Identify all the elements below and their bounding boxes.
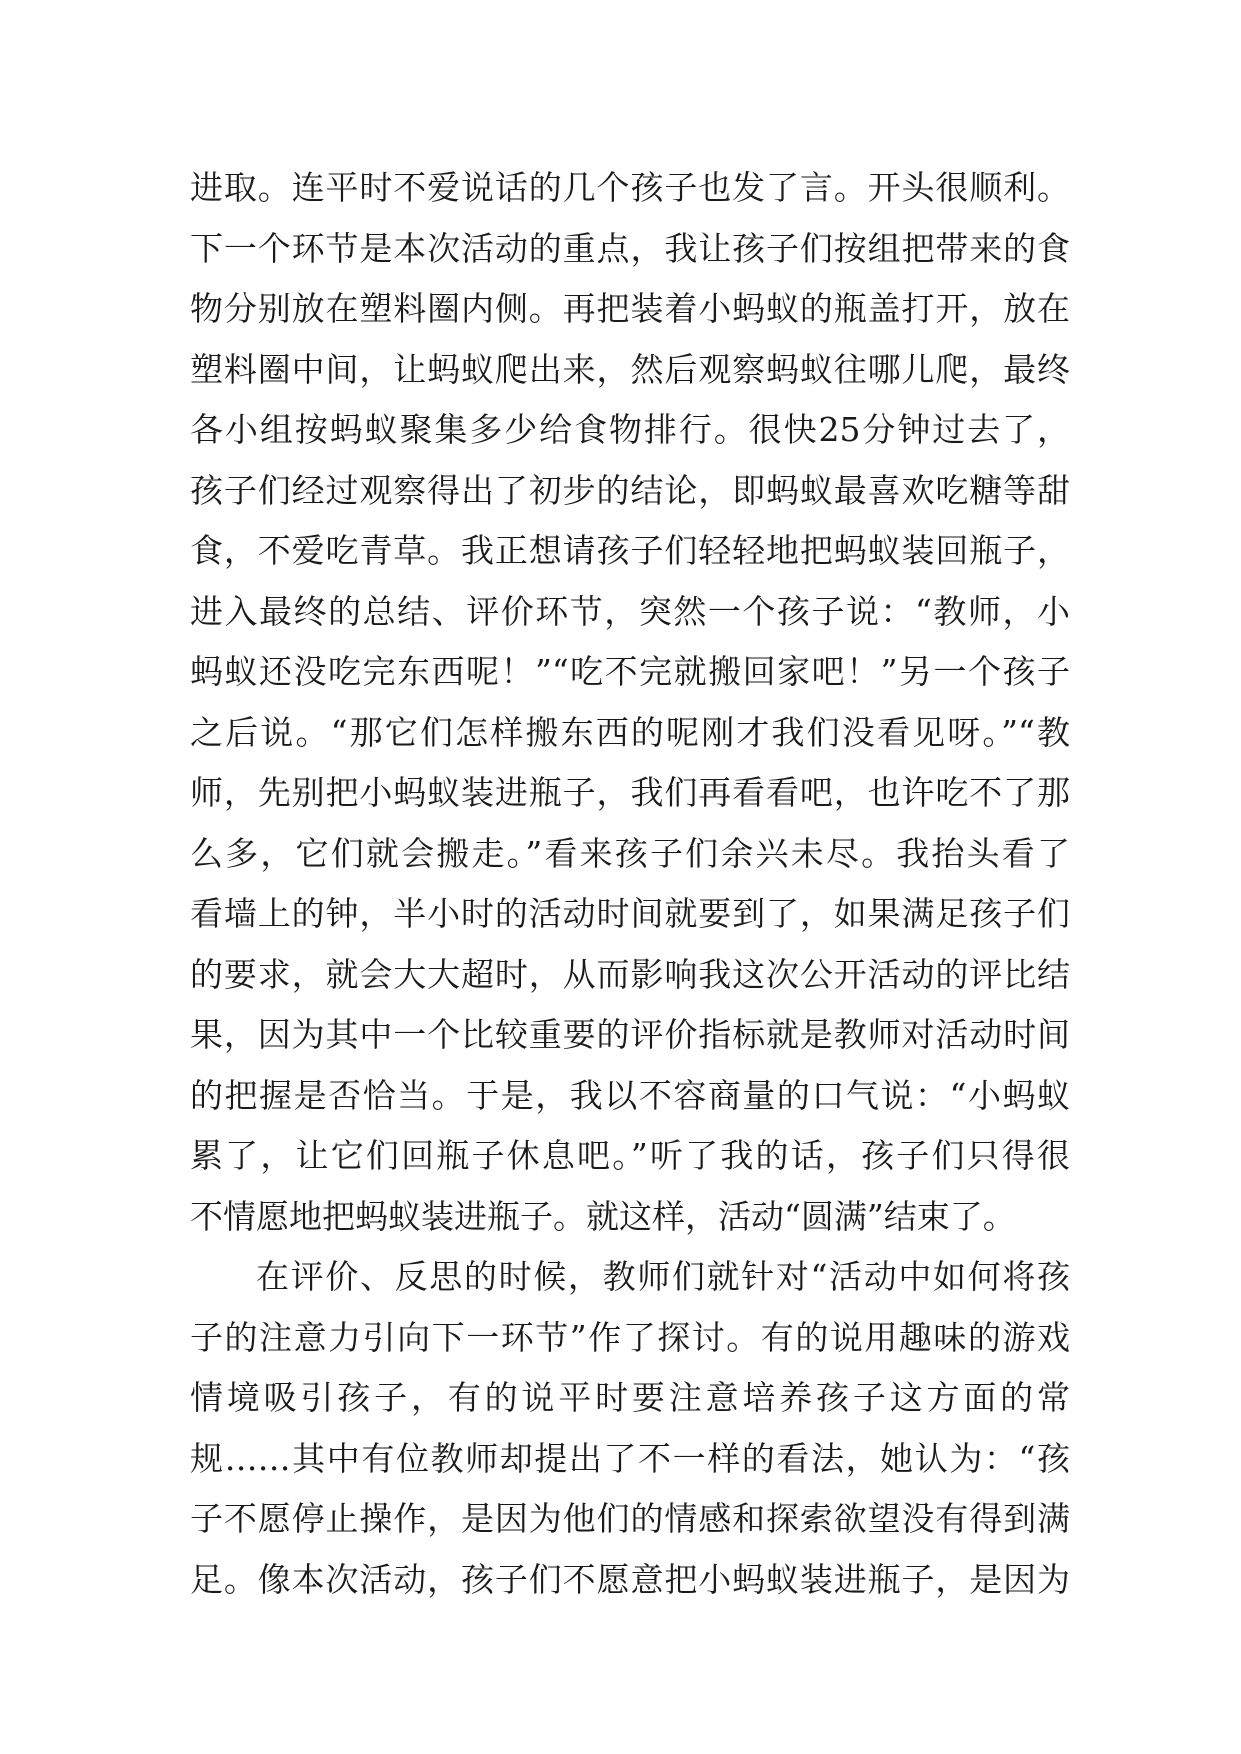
text-line: 的要求，就会大大超时，从而影响我这次公开活动的评比结 (190, 954, 1070, 994)
text-line: 子不愿停止操作，是因为他们的情感和探索欲望没有得到满 (190, 1499, 1070, 1538)
text-line: 之后说。“那它们怎样搬东西的呢刚才我们没看见呀。”“教 (190, 712, 1070, 752)
text-line: 足。像本次活动，孩子们不愿意把小蚂蚁装进瓶子，是因为 (190, 1559, 1070, 1599)
text-line: 么多，它们就会搬走。”看来孩子们余兴未尽。我抬头看了 (190, 833, 1070, 873)
text-line: 各小组按蚂蚁聚集多少给食物排行。很快25分钟过去了， (190, 410, 1070, 449)
text-line: 进取。连平时不爱说话的几个孩子也发了言。开头很顺利。 (190, 168, 1070, 207)
text-line: 孩子们经过观察得出了初步的结论，即蚂蚁最喜欢吃糖等甜 (190, 470, 1070, 510)
text-line: 看墙上的钟，半小时的活动时间就要到了，如果满足孩子们 (190, 894, 1070, 933)
text-line: 塑料圈中间，让蚂蚁爬出来，然后观察蚂蚁往哪儿爬，最终 (190, 349, 1070, 389)
text-line: 不情愿地把蚂蚁装进瓶子。就这样，活动“圆满”结束了。 (190, 1196, 1016, 1236)
text-line: 规……其中有位教师却提出了不一样的看法，她认为：“孩 (190, 1438, 1070, 1478)
text-line: 进入最终的总结、评价环节，突然一个孩子说：“教师，小 (190, 591, 1070, 631)
text-line: 师，先别把小蚂蚁装进瓶子，我们再看看吧，也许吃不了那 (190, 773, 1070, 812)
text-line: 情境吸引孩子，有的说平时要注意培养孩子这方面的常 (190, 1378, 1070, 1417)
body-text (190, 158, 1070, 1610)
text-line: 累了，让它们回瓶子休息吧。”听了我的话，孩子们只得很 (190, 1136, 1070, 1175)
text-line: 物分别放在塑料圈内侧。再把装着小蚂蚁的瓶盖打开，放在 (190, 289, 1070, 328)
text-line: 果，因为其中一个比较重要的评价指标就是教师对活动时间 (190, 1015, 1070, 1054)
text-line: 下一个环节是本次活动的重点，我让孩子们按组把带来的食 (190, 228, 1070, 268)
text-line: 子的注意力引向下一环节”作了探讨。有的说用趣味的游戏 (190, 1317, 1070, 1357)
text-line: 的把握是否恰当。于是，我以不容商量的口气说：“小蚂蚁 (190, 1075, 1070, 1115)
text-line: 蚂蚁还没吃完东西呢！”“吃不完就搬回家吧！”另一个孩子 (190, 652, 1070, 691)
text-line: 食，不爱吃青草。我正想请孩子们轻轻地把蚂蚁装回瓶子， (190, 531, 1070, 570)
text-line-indented: 在评价、反思的时候，教师们就针对“活动中如何将孩 (256, 1257, 1070, 1296)
